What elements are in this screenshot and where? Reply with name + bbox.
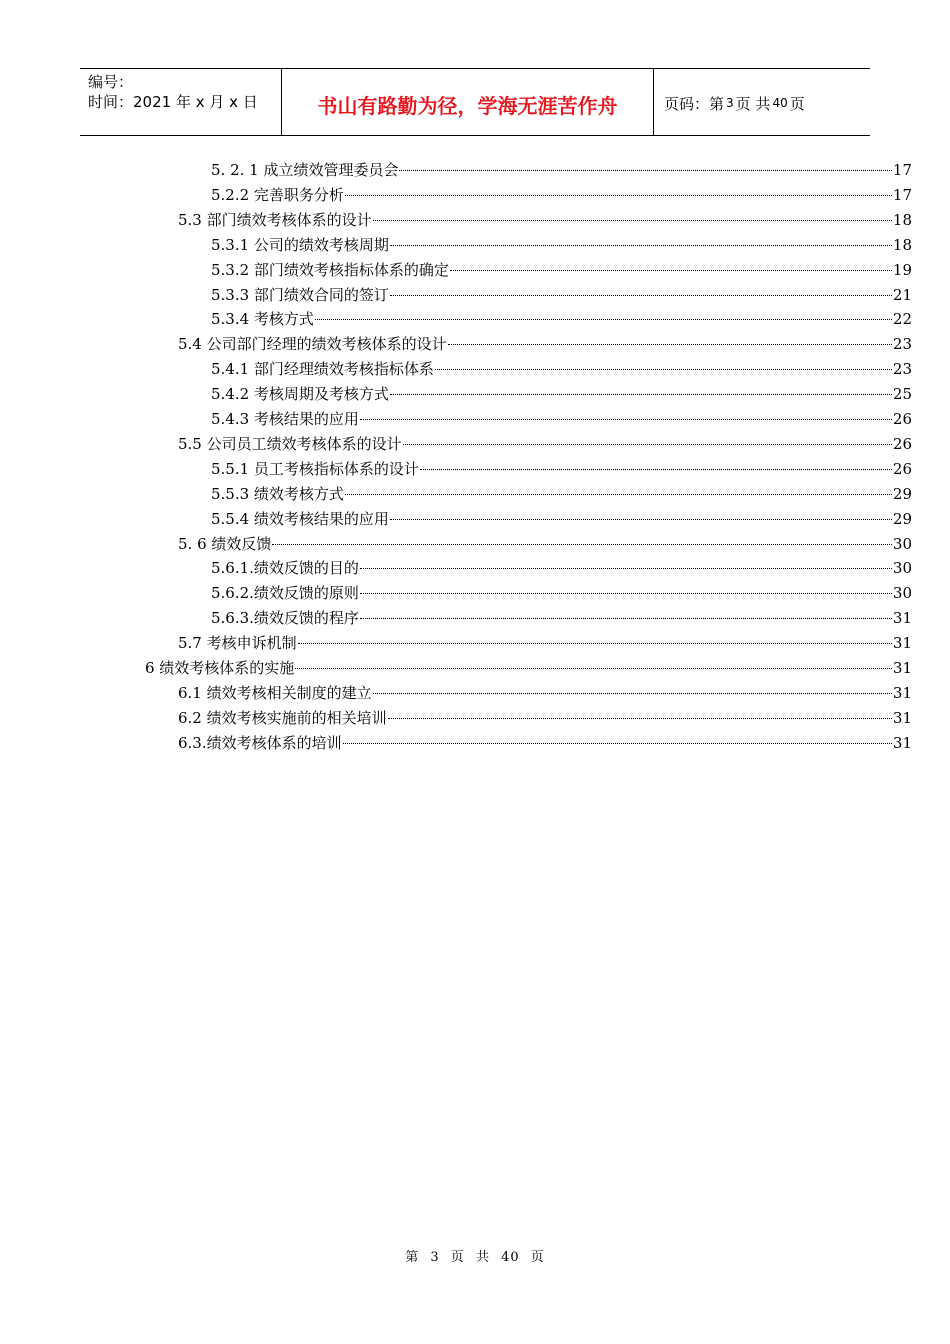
toc-entry-title: 5.3.3 部门绩效合同的签订	[211, 285, 389, 304]
toc-entry-title: 5.4.3 考核结果的应用	[211, 410, 359, 428]
toc-entry-page: 17	[892, 185, 912, 204]
toc-dot-leader	[435, 368, 892, 370]
page-current: 3	[726, 96, 734, 110]
page-prefix: 页码：第	[664, 94, 725, 113]
toc-dot-leader	[343, 742, 892, 744]
toc-entry-title: 5.5.1 员工考核指标体系的设计	[211, 459, 419, 478]
toc-entry-title: 6.2 绩效考核实施前的相关培训	[178, 708, 387, 727]
toc-entry-title: 5.7 考核申诉机制	[178, 634, 297, 653]
toc-entry-page: 31	[892, 659, 912, 677]
toc-entry-title: 5.2.2 完善职务分析	[211, 185, 344, 204]
toc-entry[interactable]	[211, 457, 912, 482]
toc-dot-leader	[390, 518, 892, 520]
toc-entry[interactable]	[178, 332, 912, 357]
toc-entry-title: 5. 2. 1 成立绩效管理委员会	[211, 161, 399, 179]
toc-entry-page: 21	[892, 285, 912, 304]
toc-dot-leader	[390, 244, 892, 246]
toc-entry-page: 26	[892, 434, 912, 453]
toc-entry[interactable]	[211, 233, 912, 258]
toc-entry-title: 5.6.3.绩效反馈的程序	[211, 609, 359, 628]
footer-total: 40	[501, 1250, 520, 1265]
toc-entry-title: 5.3.2 部门绩效考核指标体系的确定	[211, 260, 449, 279]
footer-mid1: 页	[450, 1250, 465, 1265]
toc-entry-page: 23	[892, 335, 912, 354]
page-suffix: 页	[789, 94, 805, 113]
toc-entry[interactable]	[178, 631, 912, 656]
toc-entry[interactable]	[211, 507, 912, 532]
toc-entry-title: 5.6.1.绩效反馈的目的	[211, 559, 359, 578]
toc-entry-page: 30	[892, 584, 912, 603]
toc-entry-title: 5. 6 绩效反馈	[178, 534, 272, 553]
toc-entry-page: 25	[892, 385, 912, 404]
toc-entry[interactable]	[211, 357, 912, 382]
page-mid: 页 共	[735, 94, 771, 113]
toc-entry-page: 26	[892, 459, 912, 478]
toc-entry-title: 5.5.3 绩效考核方式	[211, 484, 344, 503]
toc-entry-page: 18	[892, 210, 912, 229]
toc-entry-title: 5.6.2.绩效反馈的原则	[211, 584, 359, 603]
header-motto: 书山有路勤为径，学海无涯苦作舟	[282, 69, 654, 135]
toc-dot-leader	[360, 418, 892, 420]
toc-dot-leader	[403, 443, 892, 445]
footer-suffix: 页	[530, 1250, 545, 1265]
toc-entry[interactable]	[211, 258, 912, 283]
toc-dot-leader	[295, 667, 892, 669]
toc-dot-leader	[360, 592, 892, 594]
footer-prefix: 第	[405, 1250, 420, 1265]
toc-dot-leader	[399, 169, 891, 171]
toc-dot-leader	[360, 617, 892, 619]
toc-entry[interactable]	[211, 482, 912, 507]
toc-entry[interactable]	[211, 183, 912, 208]
toc-dot-leader	[390, 294, 892, 296]
toc-dot-leader	[360, 567, 892, 569]
toc-entry-title: 5.3.4 考核方式	[211, 310, 314, 329]
footer-mid2: 共	[475, 1250, 490, 1265]
toc-entry[interactable]	[178, 532, 912, 557]
toc-entry-title: 5.5 公司员工绩效考核体系的设计	[178, 434, 402, 453]
toc-entry-page: 19	[892, 260, 912, 279]
toc-entry[interactable]	[211, 556, 912, 581]
toc-dot-leader	[345, 194, 892, 196]
toc-entry-page: 30	[892, 559, 912, 578]
toc-entry-page: 26	[892, 410, 912, 428]
toc-entry-page: 22	[892, 310, 912, 329]
toc-entry-page: 17	[892, 161, 912, 179]
toc-entry-page: 31	[892, 634, 912, 653]
toc-entry[interactable]	[178, 731, 912, 756]
toc-entry-title: 5.5.4 绩效考核结果的应用	[211, 509, 389, 528]
toc-entry-title: 6 绩效考核体系的实施	[145, 659, 295, 677]
toc-dot-leader	[345, 493, 892, 495]
toc-entry[interactable]	[178, 706, 912, 731]
footer-current: 3	[430, 1250, 440, 1265]
toc-entry-title: 5.4 公司部门经理的绩效考核体系的设计	[178, 335, 447, 354]
toc-dot-leader	[450, 269, 892, 271]
toc-entry-title: 5.3 部门绩效考核体系的设计	[178, 210, 372, 229]
toc-entry-title: 5.3.1 公司的绩效考核周期	[211, 235, 389, 254]
toc-entry[interactable]	[145, 656, 912, 681]
toc-entry-page: 31	[892, 609, 912, 628]
toc-entry-title: 5.4.1 部门经理绩效考核指标体系	[211, 360, 434, 379]
toc-entry-page: 29	[892, 509, 912, 528]
toc-dot-leader	[448, 343, 892, 345]
toc-dot-leader	[420, 468, 892, 470]
toc-entry[interactable]	[178, 681, 912, 706]
toc-entry-title: 5.4.2 考核周期及考核方式	[211, 385, 389, 404]
toc-entry[interactable]	[211, 283, 912, 308]
toc-dot-leader	[373, 219, 892, 221]
toc-entry[interactable]	[211, 158, 912, 183]
toc-entry[interactable]	[211, 581, 912, 606]
toc-entry-title: 6.3.绩效考核体系的培训	[178, 733, 342, 752]
toc-entry[interactable]	[211, 382, 912, 407]
time-label: 时间：2021 年 x 月 x 日	[88, 93, 258, 111]
toc-entry[interactable]	[211, 307, 912, 332]
toc-dot-leader	[315, 318, 892, 320]
page-total: 40	[772, 96, 788, 110]
toc-entry-page: 31	[892, 733, 912, 752]
page-footer	[0, 1246, 950, 1265]
header-meta	[80, 69, 282, 135]
toc-entry-page: 29	[892, 484, 912, 503]
page-header	[80, 68, 870, 136]
toc-dot-leader	[298, 642, 892, 644]
toc-dot-leader	[390, 393, 892, 395]
toc-dot-leader	[373, 692, 892, 694]
toc-entry-page: 23	[892, 360, 912, 379]
toc-dot-leader	[388, 717, 892, 719]
toc-entry-title: 6.1 绩效考核相关制度的建立	[178, 683, 372, 702]
toc-entry[interactable]	[178, 208, 912, 233]
toc-entry-page: 31	[892, 708, 912, 727]
toc-entry-page: 30	[892, 534, 912, 553]
toc-entry-page: 31	[892, 683, 912, 702]
toc-entry[interactable]	[178, 432, 912, 457]
code-label: 编号：	[88, 73, 134, 91]
header-page-info	[654, 69, 870, 135]
toc-entry[interactable]	[211, 606, 912, 631]
toc-entry[interactable]	[211, 407, 912, 432]
toc-dot-leader	[272, 543, 892, 545]
toc-entry-page: 18	[892, 235, 912, 254]
